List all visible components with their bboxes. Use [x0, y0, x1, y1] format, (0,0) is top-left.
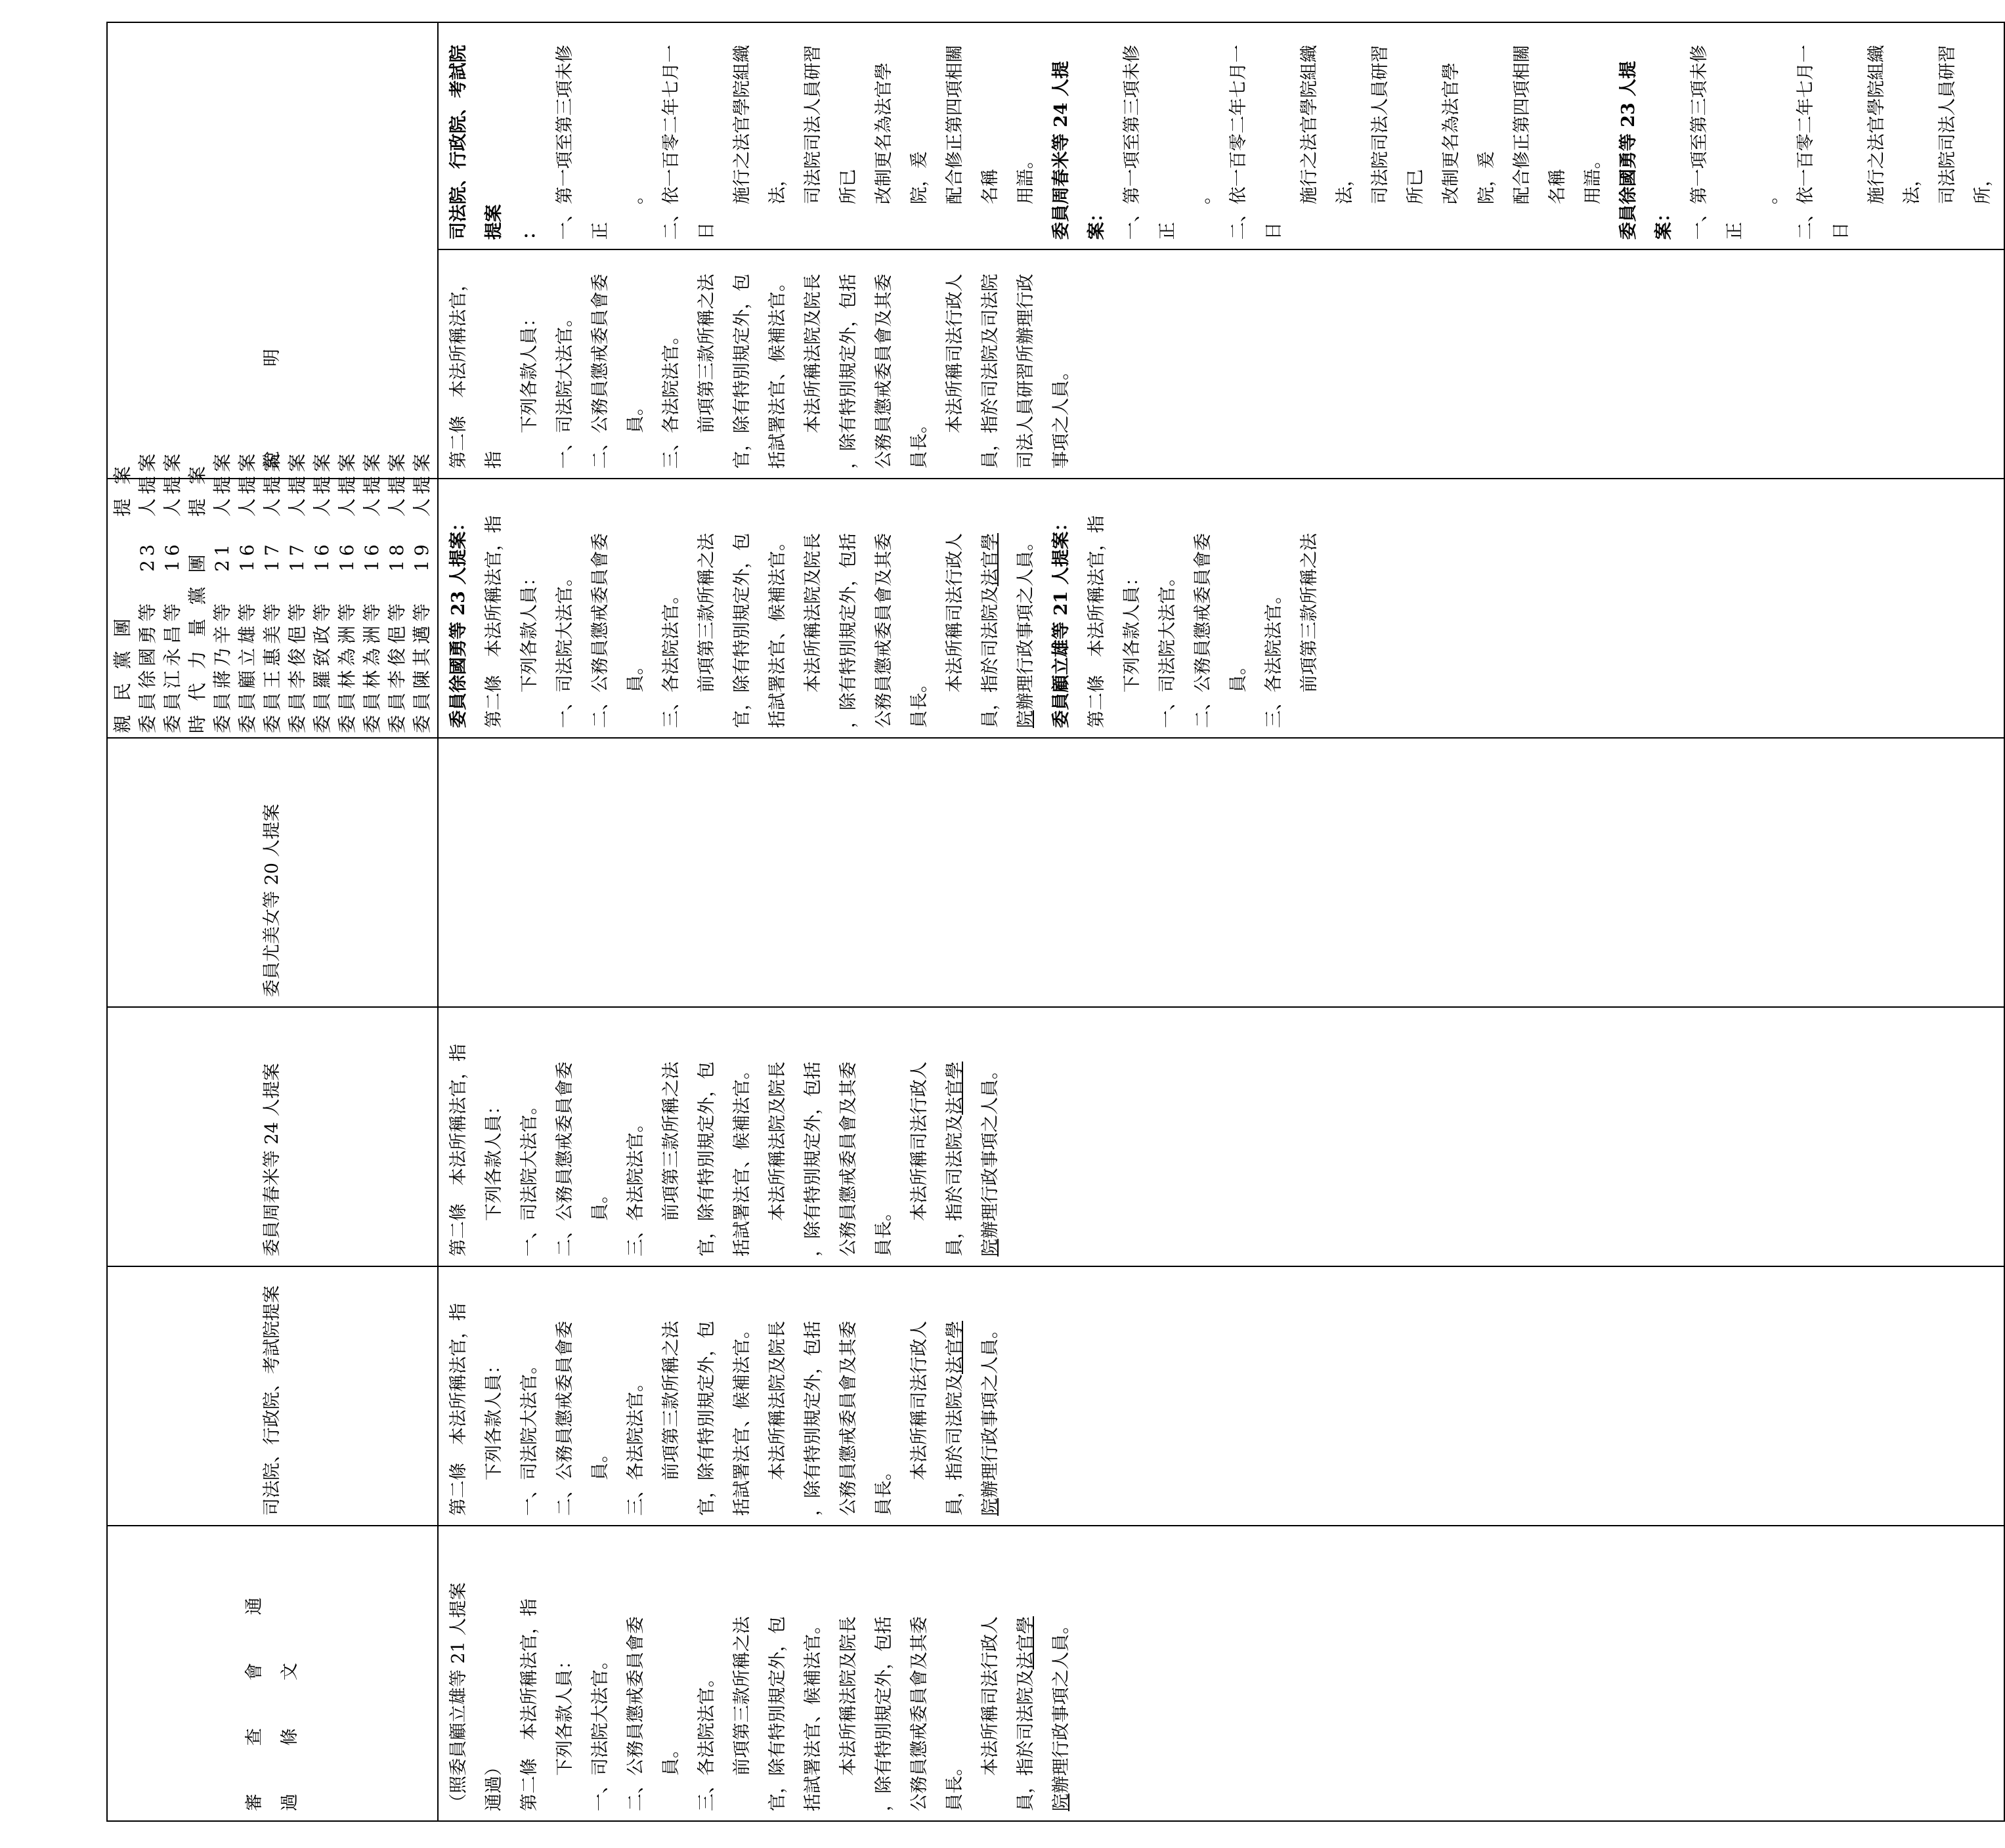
party-line: 公務員懲戒委員會及其委 [874, 533, 894, 728]
judicial-underlined-text: 院 [980, 1498, 1001, 1516]
cell-party-proposals [438, 479, 2004, 738]
party-line: 前項第三款所稱之法 [697, 533, 717, 693]
committee-line: 員長。 [945, 1758, 965, 1811]
proposer-entry [385, 449, 410, 733]
zhou-line: 本法所稱司法行政人 [909, 1062, 930, 1221]
party-line: 官，除有特別規定外，包 [732, 533, 752, 728]
committee-line: 前項第三款所稱之法 [732, 1616, 752, 1776]
party-underlined-text: 院 [1016, 710, 1036, 728]
party-line: 二、公務員懲戒委員會委 [590, 533, 611, 728]
zhou-text: 辦理行政事項之人員。 [980, 1062, 1001, 1239]
proposer-suffix: 人提案 [411, 449, 433, 517]
current-line: 一、司法院大法官。 [555, 309, 575, 469]
judicial-text: 員，指於司法院及 [945, 1374, 965, 1516]
zhou-line [973, 1017, 1008, 1257]
party-line: 本法所稱法院及院長 [803, 533, 823, 693]
proposer-entry [135, 449, 160, 733]
party-line: 一、司法院大法官。 [1157, 569, 1178, 728]
explanation-line: 二、依一百零二年七月一日 [1228, 45, 1284, 240]
explanation-line: 一、第一項至第三項未修正 [1689, 45, 1745, 240]
current-line: 下列各款人員： [519, 309, 540, 433]
proposer-count: 17 [261, 540, 283, 572]
proposer-name: 委員江永昌等 [162, 599, 183, 733]
current-line: 前項第三款所稱之法 [697, 274, 717, 433]
zhou-line: 員長。 [874, 1203, 894, 1257]
explanation-line: 。 [1760, 186, 1780, 205]
current-line: 員。 [626, 398, 646, 433]
party-line: 第二條 本法所稱法官，指 [484, 515, 504, 728]
explanation-line: 。 [626, 186, 646, 205]
zhou-line: 前項第三款所稱之法 [661, 1062, 681, 1221]
proposer-suffix: 人提案 [261, 449, 283, 517]
committee-line: ，除有特別規定外，包括 [874, 1616, 894, 1811]
cell-current-text [439, 249, 2004, 478]
committee-text: 辦理行政事項之人員。 [1051, 1616, 1071, 1794]
judicial-line: 二、公務員懲戒委員會委 [555, 1321, 575, 1516]
proposer-entry [185, 462, 210, 733]
party-line [973, 488, 1008, 728]
party-list [110, 449, 435, 733]
explanation-line: 配合修正第四項相關名稱 [945, 45, 1001, 205]
current-line: 三、各法院法官。 [661, 327, 681, 469]
zhou-line: 下列各款人員： [484, 1097, 504, 1221]
proposer-count: 16 [162, 540, 183, 572]
committee-text: 員，指於司法院及 [1016, 1669, 1036, 1811]
explanation-line: 二、依一百零二年七月一日 [1796, 45, 1851, 240]
proposer-name: 委員徐國勇等 [137, 599, 158, 733]
committee-line: 第二條 本法所稱法官，指 [519, 1599, 540, 1811]
proposer-suffix: 人提案 [386, 449, 408, 517]
judicial-line: 官，除有特別規定外，包 [697, 1321, 717, 1516]
explanation-line: 二、依一百零二年七月一日 [661, 45, 717, 240]
judicial-line: 第二條 本法所稱法官，指 [448, 1303, 469, 1516]
header-party-caucus-list [107, 449, 438, 738]
proposal-title-xu: 委員徐國勇等 23 人提案： [448, 513, 469, 728]
zhou-line: 三、各法院法官。 [626, 1115, 646, 1257]
party-line: ，除有特別規定外，包括 [838, 533, 859, 728]
zhou-line: 二、公務員懲戒委員會委 [555, 1062, 575, 1257]
current-line: 員，指於司法院及司法院 [980, 274, 1001, 469]
current-line: 二、公務員懲戒委員會委 [590, 274, 611, 469]
proposal-title-gu: 委員顧立雄等 21 人提案： [1051, 513, 1071, 728]
cell-you-text [438, 738, 2004, 1007]
proposer-count: 18 [386, 540, 408, 572]
party-text: 員，指於司法院及 [980, 586, 1001, 728]
judicial-underlined-text: 法官學 [945, 1321, 965, 1374]
judicial-line: ，除有特別規定外，包括 [803, 1321, 823, 1516]
proposer-name: 委員李俊俋等 [386, 599, 408, 733]
explanation-line: 。 [1193, 186, 1213, 205]
party-line: 員。 [626, 657, 646, 693]
judicial-line: 公務員懲戒委員會及其委 [838, 1321, 859, 1516]
explanation-title: 司法院、行政院、考試院提案 [448, 45, 504, 240]
current-line: 括試署法官、候補法官。 [767, 274, 788, 469]
comparison-table [106, 22, 2005, 1822]
explanation-line: 改制更名為法官學院，爰 [874, 62, 930, 205]
proposer-entry [110, 462, 135, 733]
body-row [438, 22, 2004, 1821]
proposer-entry [235, 449, 260, 733]
zhou-line: 第二條 本法所稱法官，指 [448, 1044, 469, 1257]
party-line: 二、公務員懲戒委員會委 [1193, 533, 1213, 728]
proposer-entry [335, 449, 360, 733]
explanation-title: 委員周春米等 24 人提案： [1051, 60, 1107, 240]
judicial-line [938, 1276, 973, 1516]
rotated-comparison-table-wrapper [106, 23, 1993, 1822]
current-line: 本法所稱法院及院長 [803, 274, 823, 433]
proposer-suffix: 人提案 [286, 449, 308, 517]
explanation-line: 改制更名為法官學院，爰 [1441, 62, 1497, 205]
committee-line: 本法所稱司法行政人 [980, 1616, 1001, 1776]
committee-line: 二、公務員懲戒委員會委 [626, 1616, 646, 1811]
proposer-name: 時 代 力 量 黨 團 [186, 550, 208, 733]
proposer-suffix: 人提案 [361, 449, 383, 517]
committee-note: （照委員顧立雄等 21 人提案 [448, 1582, 469, 1811]
zhou-line: 官，除有特別規定外，包 [697, 1062, 717, 1257]
committee-line [1008, 1536, 1044, 1811]
cell-explanation [438, 22, 2004, 479]
judicial-line: 三、各法院法官。 [626, 1374, 646, 1516]
proposer-entry [160, 449, 185, 733]
committee-note-cont: 通過） [484, 1758, 504, 1811]
proposer-entry [360, 449, 385, 733]
header-committee-passed: 審 查 會 通 過 條 文 [107, 1526, 438, 1821]
proposer-entry [260, 449, 285, 733]
committee-line: 官，除有特別規定外，包 [767, 1616, 788, 1811]
header-zhou-proposal: 委員周春米等 24 人提案 [107, 1007, 438, 1266]
committee-line: 公務員懲戒委員會及其委 [909, 1616, 930, 1811]
current-line: ，除有特別規定外，包括 [838, 274, 859, 469]
party-line: 三、各法院法官。 [1264, 586, 1284, 728]
proposer-suffix: 提 案 [186, 462, 208, 517]
proposer-entry [410, 449, 435, 733]
cell-explanation-text [439, 23, 2004, 249]
current-line: 本法所稱司法行政人 [945, 274, 965, 433]
proposer-name: 委員蔣乃辛等 [211, 599, 233, 733]
proposer-name: 委員林為洲等 [361, 599, 383, 733]
zhou-line: 一、司法院大法官。 [519, 1097, 540, 1257]
proposer-count: 16 [361, 540, 383, 572]
proposer-count: 21 [211, 540, 233, 572]
committee-line: 三、各法院法官。 [697, 1669, 717, 1811]
committee-line: 下列各款人員： [555, 1652, 575, 1776]
proposer-suffix: 人提案 [162, 449, 183, 517]
current-line: 官，除有特別規定外，包 [732, 274, 752, 469]
explanation-line: 司法院司法人員研習所已 [803, 45, 859, 205]
judicial-line: 前項第三款所稱之法 [661, 1321, 681, 1480]
proposer-entry [285, 449, 310, 733]
explanation-line: 司法院司法人員研習所， [1937, 45, 1993, 205]
zhou-text: 員，指於司法院及 [945, 1115, 965, 1257]
committee-line: 括試署法官、候補法官。 [803, 1616, 823, 1811]
party-line: 下列各款人員： [1122, 569, 1142, 693]
header-you-proposal: 委員尤美女等 20 人提案 [107, 738, 438, 1007]
explanation-line: 一、第一項至第三項未修正 [1122, 45, 1178, 240]
party-line: 第二條 本法所稱法官，指 [1087, 515, 1107, 728]
zhou-underlined-text: 院 [980, 1239, 1001, 1257]
proposer-count: 19 [411, 540, 433, 572]
explanation-line: 配合修正第四項相關名稱 [1512, 45, 1568, 205]
zhou-line: 員。 [590, 1186, 611, 1221]
header-explanation: 說 明 [107, 22, 438, 479]
proposer-suffix: 人提案 [211, 449, 233, 517]
judicial-line: 員長。 [874, 1463, 894, 1516]
proposer-count: 17 [286, 540, 308, 572]
proposer-name: 委員王惠美等 [261, 599, 283, 733]
explanation-line: 施行之法官學院組織法， [1866, 45, 1922, 205]
explanation-line: 一、第一項至第三項未修正 [555, 45, 611, 240]
proposer-count: 16 [336, 540, 358, 572]
committee-line: 一、司法院大法官。 [590, 1652, 611, 1811]
proposer-name: 委員李俊俋等 [286, 599, 308, 733]
zhou-line: 括試署法官、候補法官。 [732, 1062, 752, 1257]
judicial-line: 下列各款人員： [484, 1356, 504, 1480]
party-line: 本法所稱司法行政人 [945, 533, 965, 693]
proposer-count: 23 [137, 540, 158, 572]
party-underlined-text: 法官學 [980, 533, 1001, 586]
proposer-name: 親 民 黨 團 [112, 614, 133, 733]
current-line: 事項之人員。 [1051, 362, 1071, 469]
zhou-underlined-text: 法官學 [945, 1062, 965, 1115]
explanation-line: 用語。 [1016, 151, 1036, 205]
judicial-line: 括試署法官、候補法官。 [732, 1321, 752, 1516]
party-line: 一、司法院大法官。 [555, 569, 575, 728]
judicial-line: 員。 [590, 1445, 611, 1480]
proposer-suffix: 人提案 [311, 449, 333, 517]
proposer-name: 委員陳其邁等 [411, 599, 433, 733]
cell-judicial-text [438, 1266, 2004, 1526]
explanation-line: 用語。 [1583, 151, 1603, 205]
proposer-suffix: 提 案 [112, 462, 133, 517]
committee-line: 本法所稱法院及院長 [838, 1616, 859, 1776]
committee-line: 員。 [661, 1740, 681, 1776]
proposer-count: 16 [311, 540, 333, 572]
zhou-line: ，除有特別規定外，包括 [803, 1062, 823, 1257]
proposer-name: 委員顧立雄等 [236, 599, 258, 733]
judicial-text: 辦理行政事項之人員。 [980, 1321, 1001, 1498]
explanation-split [439, 23, 2004, 478]
party-line [1008, 488, 1044, 728]
proposer-name: 委員林為洲等 [336, 599, 358, 733]
zhou-line: 本法所稱法院及院長 [767, 1062, 788, 1221]
judicial-line: 一、司法院大法官。 [519, 1356, 540, 1516]
cell-zhou-text [438, 1007, 2004, 1266]
current-line: 司法人員研習所辦理行政 [1016, 274, 1036, 469]
proposer-entry [210, 449, 235, 733]
proposer-name: 委員羅致政等 [311, 599, 333, 733]
committee-underlined-text: 院 [1051, 1794, 1071, 1811]
committee-line [1044, 1536, 1079, 1811]
party-text: 辦理行政事項之人員。 [1016, 533, 1036, 710]
zhou-line [938, 1017, 973, 1257]
explanation-title-cont: ： [519, 222, 540, 240]
current-line: 第二條 本法所稱法官，指 [448, 274, 504, 469]
cell-committee-text [438, 1526, 2004, 1821]
proposer-entry [310, 449, 335, 733]
header-row [107, 22, 438, 1821]
party-line: 括試署法官、候補法官。 [767, 533, 788, 728]
zhou-line: 公務員懲戒委員會及其委 [838, 1062, 859, 1257]
party-line: 員長。 [909, 675, 930, 728]
judicial-line: 本法所稱法院及院長 [767, 1321, 788, 1480]
proposer-suffix: 人提案 [236, 449, 258, 517]
header-judicial-executive-exam-proposal: 司法院、行政院、考試院提案 [107, 1266, 438, 1526]
explanation-title: 委員徐國勇等 23 人提案： [1618, 60, 1674, 240]
current-line: 員長。 [909, 416, 930, 469]
proposer-suffix: 人提案 [137, 449, 158, 517]
proposer-suffix: 人提案 [336, 449, 358, 517]
party-line: 前項第三款所稱之法 [1299, 533, 1320, 693]
current-line: 公務員懲戒委員會及其委 [874, 274, 894, 469]
judicial-line: 本法所稱司法行政人 [909, 1321, 930, 1480]
explanation-line: 司法院司法人員研習所已 [1370, 45, 1426, 205]
party-line: 下列各款人員： [519, 569, 540, 693]
party-line: 員。 [1228, 657, 1249, 693]
party-line: 三、各法院法官。 [661, 586, 681, 728]
judicial-line [973, 1276, 1008, 1516]
committee-underlined-text: 法官學 [1016, 1616, 1036, 1669]
proposer-count: 16 [236, 540, 258, 572]
explanation-line: 施行之法官學院組織法， [1299, 45, 1355, 205]
explanation-line: 施行之法官學院組織法， [732, 45, 788, 205]
